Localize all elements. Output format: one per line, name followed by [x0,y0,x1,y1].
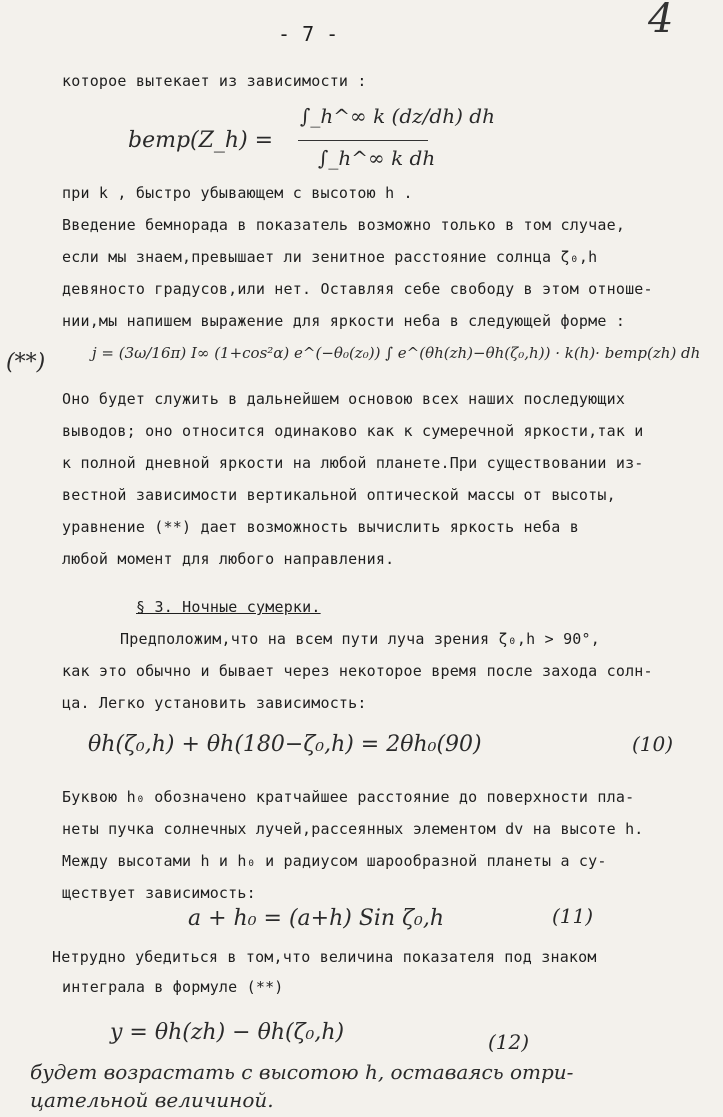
text-line: Нетрудно убедиться в том,что величина показателя под знаком [52,948,597,966]
text-line: к полной дневной яркости на любой планете.При существовании из- [62,454,644,472]
equation-10: θh(ζ₀,h) + θh(180−ζ₀,h) = 2θh₀(90) [88,732,482,757]
equation-number: (11) [552,904,594,928]
formula-sky-brightness: j = (3ω/16π) I∞ (1+cos²α) e^(−θ₀(z₀)) ∫ e^(θh(zh)−θh(ζ₀,h)) · k(h)· bemp(zh) dh [92,344,701,362]
equation-number: (12) [488,1030,530,1054]
text-line: нии,мы напишем выражение для яркости неба в следующей форме : [62,312,626,330]
text-line: выводов; оно относится одинаково как к сумеречной яркости,так и [62,422,644,440]
text-line: которое вытекает из зависимости : [62,72,367,90]
text-line: если мы знаем,превышает ли зенитное расстояние солнца ζ₀,h [62,248,598,266]
text-line: любой момент для любого направления. [62,550,395,568]
formula-bemp-numerator: ∫_h^∞ k (dz/dh) dh [300,104,495,128]
text-line: ца. Легко установить зависимость: [62,694,367,712]
equation-11: a + h₀ = (a+h) Sin ζ₀,h [188,906,444,931]
text-line: неты пучка солнечных лучей,рассеянных элементом dv на высоте h. [62,820,644,838]
text-line: Буквою h₀ обозначено кратчайшее расстояние до поверхности пла- [62,788,635,806]
formula-bemp-lhs: bemp(Z_h) = [128,128,274,153]
text-line: Между высотами h и h₀ и радиусом шарообразной планеты a су- [62,852,607,870]
formula-bemp-denominator: ∫_h^∞ k dh [318,146,436,170]
handwritten-note: будет возрастать с высотою h, оставаясь отри- [30,1060,574,1084]
text-line: Предположим,что на всем пути луча зрения ζ₀,h > 90°, [120,630,600,648]
text-line: девяносто градусов,или нет. Оставляя себе свободу в этом отноше- [62,280,653,298]
text-line: ществует зависимость: [62,884,256,902]
fraction-bar [298,140,428,141]
formula-marker: (**) [6,350,46,375]
text-line: Введение бемнорада в показатель возможно только в том случае, [62,216,626,234]
leaf-number: 4 [648,0,674,42]
text-line: Оно будет служить в дальнейшем основою всех наших последующих [62,390,626,408]
page-number: - 7 - [278,22,339,46]
text-line: интеграла в формуле (**) [62,978,284,996]
text-line: как это обычно и бывает через некоторое время после захода солн- [62,662,653,680]
text-line: вестной зависимости вертикальной оптической массы от высоты, [62,486,616,504]
equation-12: y = θh(zh) − θh(ζ₀,h) [110,1020,345,1045]
handwritten-note: цательной величиной. [30,1088,274,1112]
text-line: при k , быстро убывающем с высотою h . [62,184,413,202]
section-heading: § 3. Ночные сумерки. [136,598,321,616]
text-line: уравнение (**) дает возможность вычислить яркость неба в [62,518,579,536]
equation-number: (10) [632,732,674,756]
